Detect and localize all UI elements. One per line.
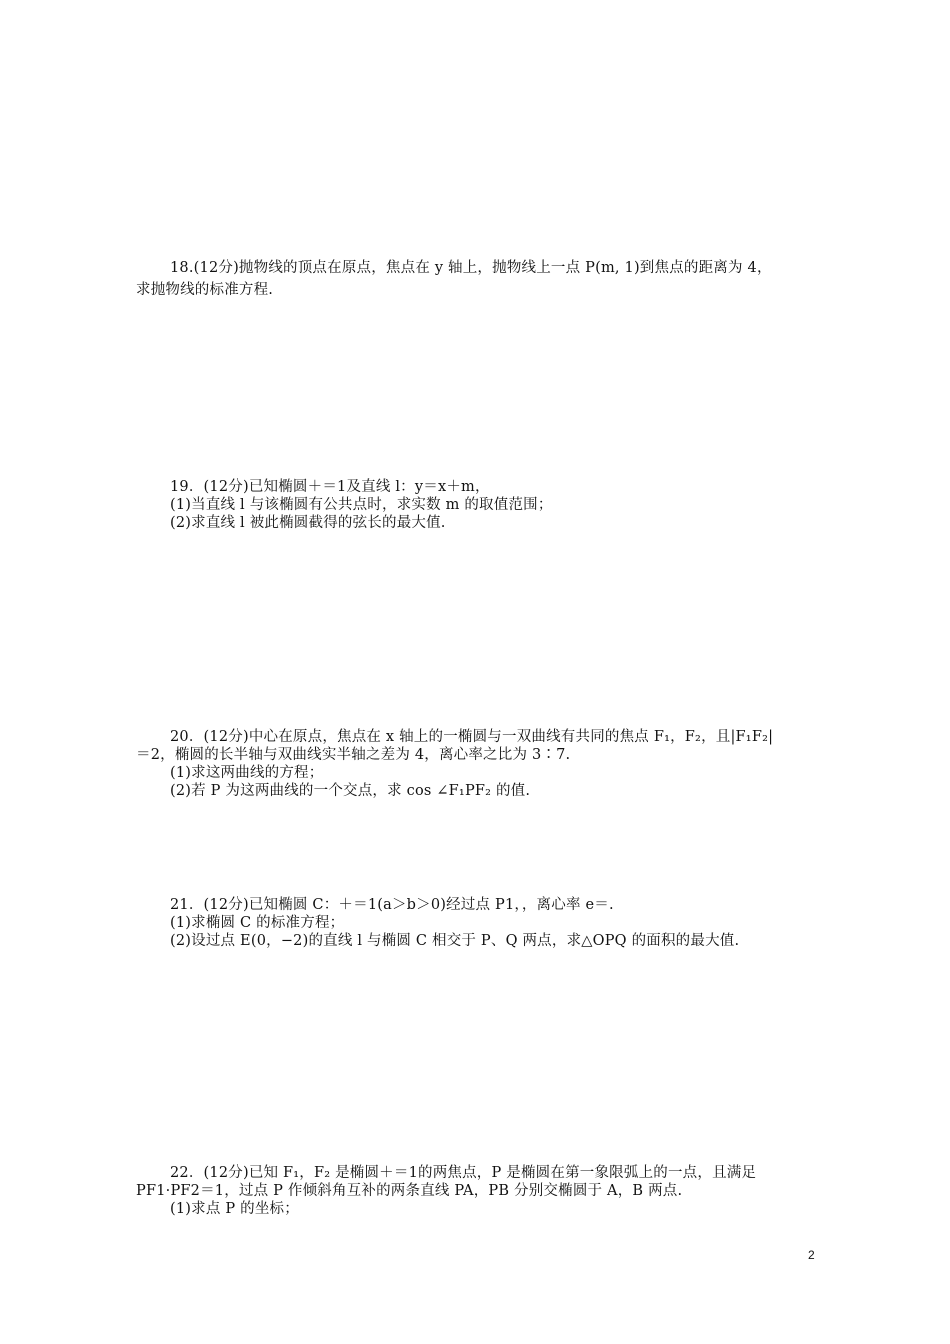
problem-19-line-2: (1)当直线 l 与该椭圆有公共点时，求实数 m 的取值范围； bbox=[170, 497, 553, 513]
problem-18-line-2: 求抛物线的标准方程. bbox=[136, 282, 274, 298]
problem-19-line-3: (2)求直线 l 被此椭圆截得的弦长的最大值. bbox=[170, 515, 446, 531]
problem-22-line-1: 22．(12分)已知 F₁，F₂ 是椭圆＋＝1的两焦点，P 是椭圆在第一象限弧上的一点，且满足 bbox=[170, 1165, 757, 1181]
problem-18-line-1: 18.(12分)抛物线的顶点在原点，焦点在 y 轴上，抛物线上一点 P(m, 1)到焦点的距离为 4， bbox=[170, 260, 772, 276]
problem-19-line-1: 19．(12分)已知椭圆＋＝1及直线 l：y＝x＋m， bbox=[170, 479, 490, 495]
problem-21-line-1: 21．(12分)已知椭圆 C：＋＝1(a＞b＞0)经过点 P1，，离心率 e＝. bbox=[170, 897, 614, 913]
problem-20-line-2: ＝2，椭圆的长半轴与双曲线实半轴之差为 4，离心率之比为 3∶7. bbox=[136, 747, 571, 763]
page-number: 2 bbox=[808, 1248, 815, 1262]
problem-22-line-3: (1)求点 P 的坐标； bbox=[170, 1201, 299, 1217]
problem-20-line-4: (2)若 P 为这两曲线的一个交点，求 cos ∠F₁PF₂ 的值. bbox=[170, 783, 531, 799]
problem-20-line-1: 20．(12分)中心在原点，焦点在 x 轴上的一椭圆与一双曲线有共同的焦点 F₁，F₂，且|F₁F₂| bbox=[170, 729, 774, 745]
problem-20-line-3: (1)求这两曲线的方程； bbox=[170, 765, 324, 781]
problem-21-line-3: (2)设过点 E(0，−2)的直线 l 与椭圆 C 相交于 P、Q 两点，求△OPQ 的面积的最大值. bbox=[170, 933, 740, 949]
problem-21-line-2: (1)求椭圆 C 的标准方程； bbox=[170, 915, 345, 931]
problem-22-line-2: PF1·PF2＝1，过点 P 作倾斜角互补的两条直线 PA，PB 分别交椭圆于 A，B 两点. bbox=[136, 1183, 683, 1199]
